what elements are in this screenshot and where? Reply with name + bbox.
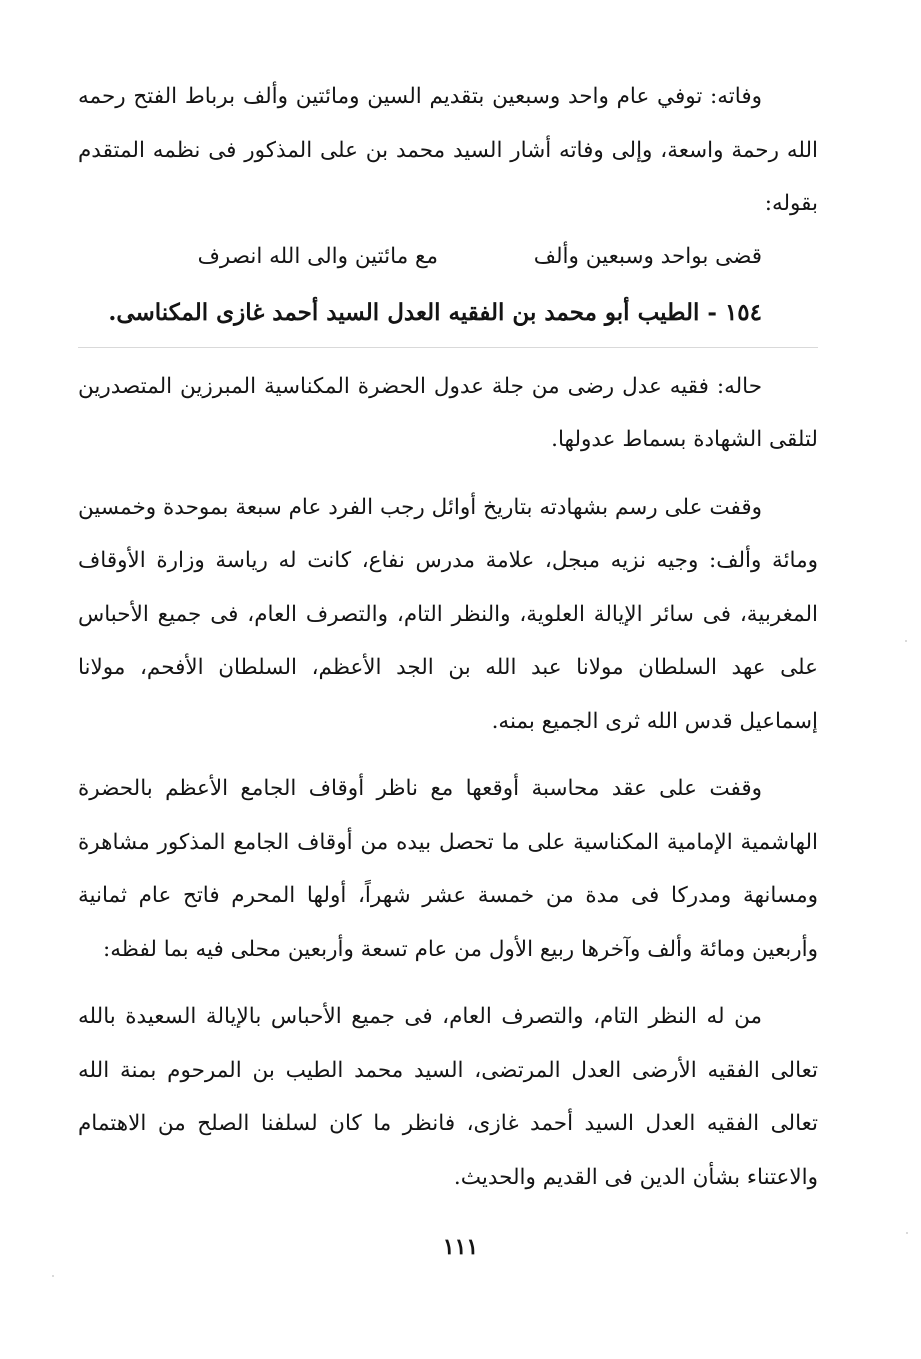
scan-speck (905, 640, 907, 642)
poem-verse (78, 231, 818, 283)
section-divider (78, 347, 818, 348)
testimony-paragraph: وقفت على رسم بشهادته بتاريخ أوائل رجب الفرد عام سبعة بموحدة وخمسين ومائة وألف: وجيه نزيه مبجل، علامة مدرس نفاع، كانت له رياسة وزارة الأوقاف المغربية، فى سائر الإيالة العلوية، والنظر التام، والتصرف العام، فى جميع الأحباس على عهد السلطان مولانا عبد الله بن الجد الأعظم، السلطان الأفحم، مولانا إسماعيل قدس الله ثرى الجميع بمنه. (78, 494, 818, 734)
verse-second-hemistich: مع مائتين والى الله انصرف (197, 243, 438, 269)
scan-speck (52, 1275, 54, 1277)
page-number: ١١١ (442, 1234, 479, 1260)
quoted-text-paragraph: من له النظر التام، والتصرف العام، فى جميع الأحباس بالإيالة السعيدة بالله تعالى الفقيه الأرضى العدل المرتضى، السيد محمد الطيب بن المرحوم بمنة الله تعالى الفقيه العدل السيد أحمد غازى، فانظر ما كان لسلفنا الصلح من الاهتمام والاعتناء بشأن الدين فى القديم والحديث. (78, 1004, 818, 1190)
status-paragraph: حاله: فقيه عدل رضى من جلة عدول الحضرة المكناسية المبرزين المتصدرين لتلقى الشهادة بسماط عدولها. (78, 373, 818, 452)
accounting-paragraph: وقفت على عقد محاسبة أوقعها مع ناظر أوقاف الجامع الأعظم بالحضرة الهاشمية الإمامية المكناسية على ما تحصل بيده من أوقاف الجامع المذكور مشاهرة ومسانهة ومدركا فى مدة من خمسة عشر شهراً، أولها المحرم فاتح عام ثمانية وأربعين ومائة وألف وآخرها ربيع الأول من عام تسعة وأربعين محلى فيه بما لفظه: (78, 776, 818, 962)
scan-speck (906, 1232, 908, 1234)
page-body (78, 70, 818, 1204)
verse-first-hemistich: قضى بواحد وسبعين وألف (533, 243, 762, 269)
death-paragraph: وفاته: توفي عام واحد وسبعين بتقديم السين ومائتين وألف برباط الفتح رحمه الله رحمة واسعة، وإلى وفاته أشار السيد محمد بن على المذكور فى نظمه المتقدم بقوله: (78, 84, 818, 216)
biography-heading: ١٥٤ - الطيب أبو محمد بن الفقيه العدل السيد أحمد غازى المكناسى. (108, 298, 762, 326)
